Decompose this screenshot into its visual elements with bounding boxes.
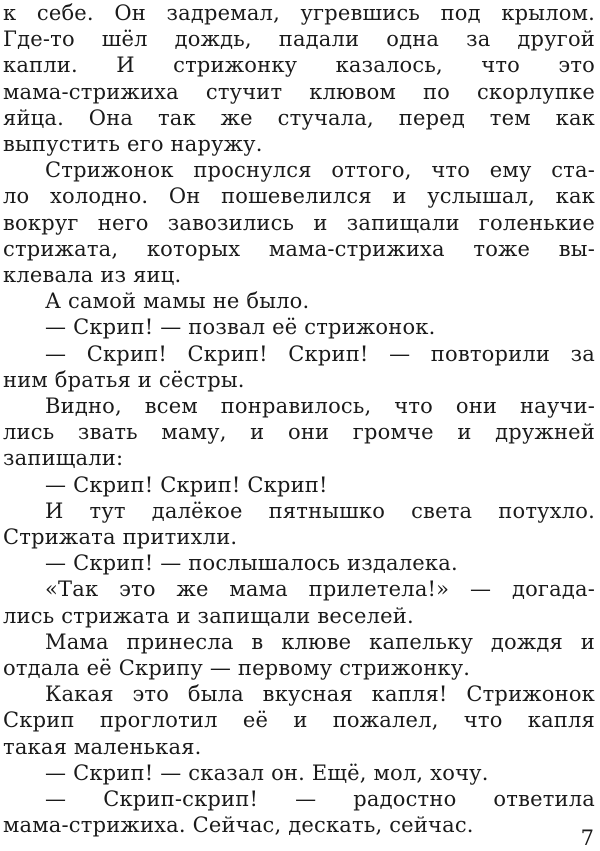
text-line: — Скрип! — сказал он. Ещё, мол, хочу. (45, 760, 489, 785)
text-line: — Скрип! Скрип! Скрип! (45, 472, 328, 497)
text-line: «Так это же мама прилетела!» — догада- (45, 577, 595, 602)
text-line: капли. И стрижонку казалось, что это (3, 53, 595, 78)
text-line: к себе. Он задремал, угревшись под крылом. (3, 1, 595, 25)
text-line: И тут далёкое пятнышко света потухло. (45, 498, 595, 523)
text-line: лись звать маму, и они громче и дружней (3, 420, 595, 445)
text-line: ним братья и сёстры. (3, 367, 245, 392)
text-line: — Скрип! Скрип! Скрип! — повторили за (45, 341, 595, 366)
text-line: — Скрип-скрип! — радостно ответила (45, 787, 595, 811)
text-line: Стрижонок проснулся оттого, что ему ста- (45, 158, 595, 183)
text-line: лись стрижата и запищали веселей. (3, 603, 414, 628)
text-line: Мама принесла в клюве капельку дождя и (45, 629, 595, 654)
text-line: отдала её Скрипу — первому стрижонку. (3, 656, 471, 680)
page-number: 7 (580, 826, 594, 850)
text-line: запищали: (3, 446, 124, 471)
text-line: стрижата, которых мама-стрижиха тоже вы- (3, 236, 595, 261)
text-line: вокруг него завозились и запищали голенькие (3, 210, 595, 235)
text-line: — Скрип! — послышалось издалека. (45, 551, 458, 576)
text-line: — Скрип! — позвал её стрижонок. (45, 315, 436, 340)
text-line: мама-стрижиха стучит клювом по скорлупке (3, 79, 595, 104)
text-line: А самой мамы не было. (45, 289, 310, 314)
text-line: такая маленькая. (3, 734, 202, 759)
text-line: Скрип проглотил её и пожалел, что капля (3, 708, 595, 733)
text-line: Видно, всем понравилось, что они научи- (45, 394, 595, 418)
text-line: Какая это была вкусная капля! Стрижонок (45, 682, 595, 707)
text-line: выпустить его наружу. (3, 132, 263, 156)
text-line: клевала из яиц. (3, 263, 182, 287)
text-line: ло холодно. Он пошевелился и услышал, как (3, 184, 595, 209)
text-line: Стрижата притихли. (3, 525, 238, 549)
text-line: яйца. Она так же стучала, перед тем как (3, 105, 595, 130)
text-line: Где-то шёл дождь, падали одна за другой (3, 27, 595, 52)
text-line: мама-стрижиха. Сейчас, дескать, сейчас. (3, 813, 474, 838)
